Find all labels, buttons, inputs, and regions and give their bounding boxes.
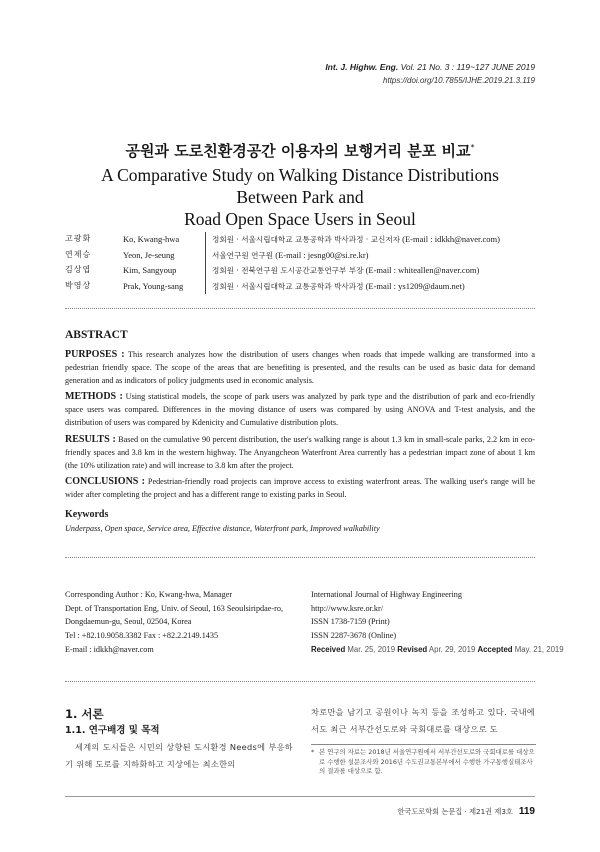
- author-email[interactable]: (E-mail : idkkh@naver.com): [400, 234, 500, 244]
- author-korean-name: 박영상: [65, 280, 92, 290]
- dotted-divider: [65, 681, 535, 682]
- dotted-divider: [65, 308, 535, 309]
- corr-line: Tel : +82.10.9058.3382 Fax : +82.2.2149.1435: [65, 631, 219, 641]
- abstract-results: [65, 433, 535, 473]
- purposes-label: PURPOSES :: [65, 349, 125, 360]
- corr-line: Corresponding Author : Ko, Kwang-hwa, Manager: [65, 590, 233, 599]
- author-divider: [205, 279, 206, 295]
- footnote-text: 본 연구의 자료는 2018년 서울연구원에서 서부간선도로와 국회대로를 대상으로 수행한 설문조사와 2016년 수도권교통본부에서 수행한 가구통행실태조사의 결과를 대상으로 함.: [319, 748, 535, 775]
- journal-volume: Vol. 21 No. 3 : 119~127 JUNE 2019: [398, 62, 535, 72]
- conclusions-text: Pedestrian-friendly road projects can improve access to existing waterfront areas. The walking user's range will be wider after completing the project and has a different range to existing parks in Seoul.: [65, 477, 535, 500]
- author-row: [65, 279, 500, 295]
- body-paragraph-right: 차로만을 남기고 공원이나 녹지 등을 조성하고 있다. 국내에서도 최근 서부간선도로와 국회대로를 대상으로 도: [311, 707, 535, 734]
- author-english-name: Prak, Young-sang: [123, 280, 184, 291]
- author-email[interactable]: (E-mail : jesng00@si.re.kr): [273, 249, 369, 260]
- revised-date: Apr. 29, 2019: [427, 644, 478, 654]
- author-email[interactable]: (E-mail : ys1209@daum.net): [363, 280, 465, 291]
- author-english-name: Ko, Kwang-hwa: [123, 234, 180, 244]
- keywords-heading: Keywords: [65, 509, 109, 520]
- author-email[interactable]: (E-mail : whiteallen@naver.com): [363, 265, 480, 275]
- korean-title-text: 공원과 도로친환경공간 이용자의 보행거리 분포 비교: [125, 142, 471, 160]
- author-korean-name: 연제승: [65, 249, 92, 259]
- abstract-conclusions: [65, 475, 535, 501]
- author-list: [65, 232, 500, 294]
- journal-website[interactable]: http://www.ksre.or.kr/: [311, 603, 384, 613]
- received-date: Mar. 25, 2019: [345, 644, 398, 654]
- journal-info-block: [311, 588, 564, 657]
- abstract-heading: ABSTRACT: [65, 329, 128, 341]
- section-heading: 1. 서론: [65, 707, 104, 721]
- journal-title: International Journal of Highway Engineering: [311, 590, 462, 599]
- author-korean-name: 김상엽: [65, 265, 92, 274]
- author-row: [65, 263, 500, 279]
- footnote-mark: *: [311, 748, 315, 756]
- author-divider: [205, 232, 206, 248]
- author-row: [65, 232, 500, 248]
- author-affiliation: 서울연구원 연구원 (E-mail : jesng00@si.re.kr): [212, 249, 369, 260]
- body-paragraph-left: 세계의 도시들은 시민의 상향된 도시환경 Needs에 부응하기 위해 도로를 지하화하고 지상에는 최소한의: [65, 742, 293, 769]
- results-label: RESULTS :: [65, 434, 116, 445]
- corr-email[interactable]: E-mail : idkkh@naver.com: [65, 644, 154, 654]
- author-affiliation: 정회원 · 서울시립대학교 교통공학과 박사과정 · 교신저자 (E-mail : idkkh@naver.com): [212, 234, 500, 244]
- issn-print: ISSN 1738-7159 (Print): [311, 617, 390, 627]
- english-title-line-2: Road Open Space Users in Seoul: [184, 209, 416, 229]
- corr-line: Dongdaemun-gu, Seoul, 02504, Korea: [65, 617, 192, 627]
- footer-journal: 한국도로학회 논문집 · 제21권 제3호: [397, 807, 513, 816]
- conclusions-label: CONCLUSIONS :: [65, 476, 146, 487]
- journal-citation: [325, 62, 535, 72]
- author-english-name: Yeon, Je-seung: [123, 249, 175, 260]
- keywords-list: Underpass, Open space, Service area, Effective distance, Waterfront park, Improved walkability: [65, 524, 380, 533]
- title-footnote-mark: *: [470, 143, 475, 152]
- footnote-rule: [311, 744, 536, 745]
- footer-rule: [65, 796, 535, 797]
- accepted-date: May. 21, 2019: [512, 644, 564, 654]
- subsection-heading: 1.1. 연구배경 및 목적: [65, 725, 160, 736]
- journal-name: Int. J. Highw. Eng.: [325, 62, 399, 72]
- purposes-text: This research analyzes how the distribution of users changes when roads that impede walking are transformed into a pedestrian friendly space. The scope of the areas that are benefiting is presented, and the results can be used as basic data for demand generation and as indicators of policy judgments used in economic analysis.: [65, 350, 536, 386]
- author-korean-name: 고광화: [65, 234, 92, 243]
- corr-line: Dept. of Transportation Eng, Univ. of Seoul, 163 Seoulsiripdae-ro,: [65, 603, 284, 613]
- author-affiliation: 정회원 · 전북연구원 도시공간교통연구부 부장 (E-mail : whiteallen@naver.com): [212, 265, 480, 275]
- abstract-methods: [65, 390, 535, 430]
- corresponding-author-block: [65, 588, 283, 657]
- dotted-divider: [65, 557, 535, 558]
- page-footer: [397, 806, 535, 817]
- abstract-purposes: [65, 348, 535, 388]
- footnote: [311, 748, 536, 777]
- english-title: [80, 164, 520, 230]
- author-divider: [205, 263, 206, 279]
- results-text: Based on the cumulative 90 percent distribution, the user's walking range is about 1.3 km in small-scale parks, 2.2 km in eco-friendly spaces and 3.8 km in the western highway. The Anyangcheon Waterfront Area currently has a pedestrian impact zone of about 1 km (the 10% utilization rate) and will increase to 3.8 km after the project.: [65, 435, 535, 471]
- author-row: [65, 248, 500, 264]
- korean-title: [0, 140, 600, 161]
- doi-link[interactable]: https://doi.org/10.7855/IJHE.2019.21.3.119: [383, 76, 535, 85]
- submission-dates: Received Mar. 25, 2019 Revised Apr. 29, 2019 Accepted May. 21, 2019: [311, 644, 564, 654]
- page-number: 119: [518, 806, 535, 817]
- author-affiliation: 정회원 · 서울시립대학교 교통공학과 박사과정 (E-mail : ys1209@daum.net): [212, 280, 465, 291]
- author-english-name: Kim, Sangyoup: [123, 265, 177, 275]
- methods-label: METHODS :: [65, 391, 123, 402]
- issn-online: ISSN 2287-3678 (Online): [311, 631, 397, 641]
- author-divider: [205, 248, 206, 264]
- methods-text: Using statistical models, the scope of park users was analyzed by park type and the distribution of park and eco-friendly space users was compared. Differences in the moving distance of users was compared by using ANOVA and T-test analysis, and the distribution of users was compared by Kdenicity and Cumulative distribution plots.: [65, 392, 535, 428]
- english-title-line-1: A Comparative Study on Walking Distance Distributions Between Park and: [101, 165, 499, 207]
